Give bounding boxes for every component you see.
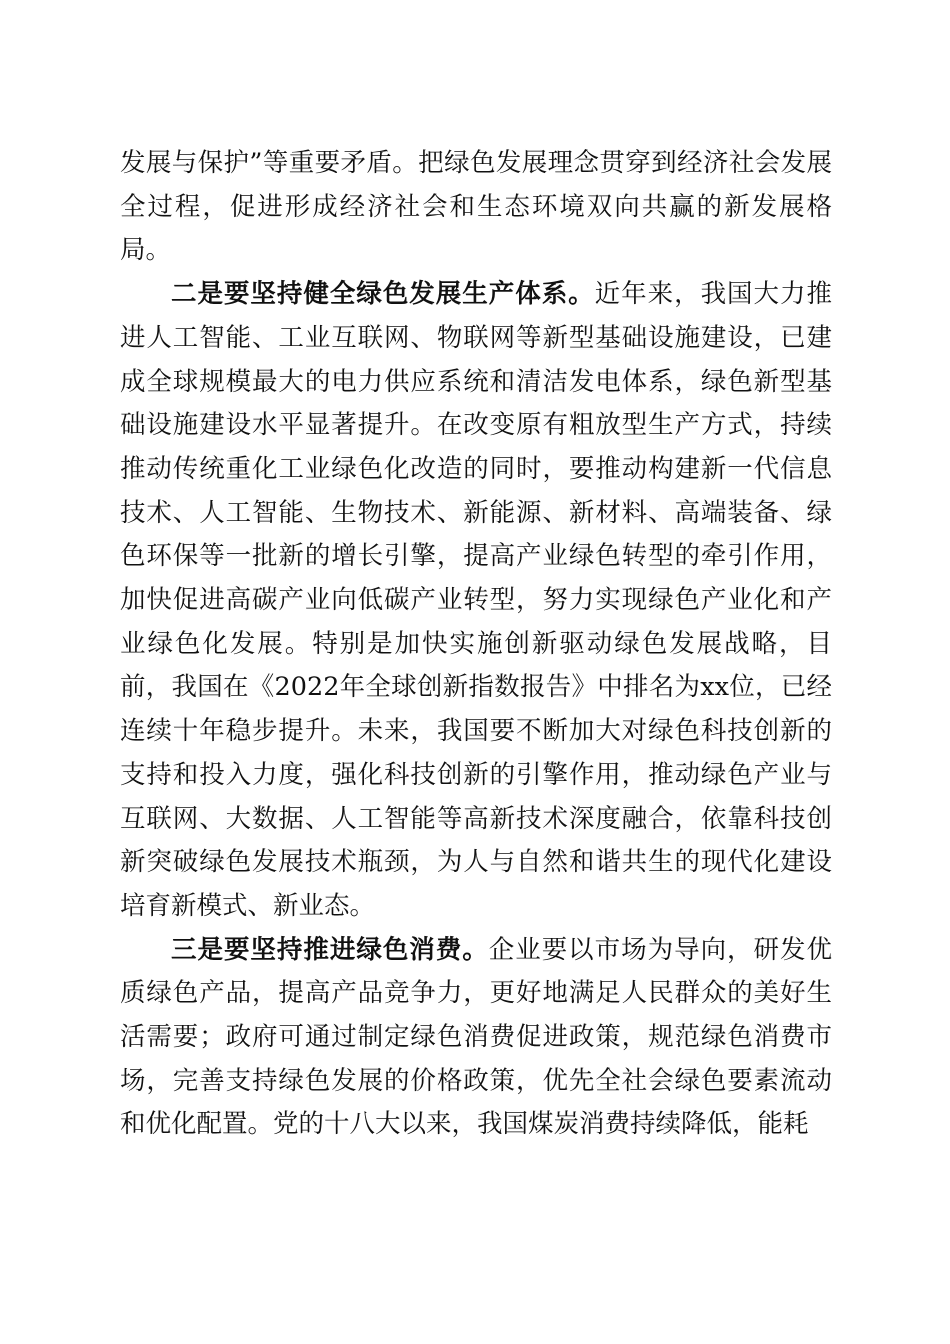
paragraph-text: 近年来，我国大力推进人工智能、工业互联网、物联网等新型基础设施建设，已建成全球规模最大的电力供应系统和清洁发电体系，绿色新型基础设施建设水平显著提升。在改变原有粗放型生产方式，持续推动传统重化工业绿色化改造的同时，要推动构建新一代信息技术、人工智能、生物技术、新能源、新材料、高端装备、绿色环保等一批新的增长引擎，提高产业绿色转型的牵引作用，加快促进高碳产业向低碳产业转型，努力实现绿色产业化和产业绿色化发展。特别是加快实施创新驱动绿色发展战略，目前，我国在《2022年全球创新指数报告》中排名为xx位，已经连续十年稳步提升。未来，我国要不断加大对绿色科技创新的支持和投入力度，强化科技创新的引擎作用，推动绿色产业与互联网、大数据、人工智能等高新技术深度融合，依靠科技创新突破绿色发展技术瓶颈，为人与自然和谐共生的现代化建设培育新模式、新业态。 <box>120 279 832 921</box>
paragraph-lead-heading: 三是要坚持推进绿色消费。 <box>171 934 489 965</box>
paragraph-green-consumption <box>120 929 832 1148</box>
paragraph-continuation <box>120 142 832 273</box>
document-body <box>120 142 832 1147</box>
paragraph-text: 发展与保护”等重要矛盾。把绿色发展理念贯穿到经济社会发展全过程，促进形成经济社会和生态环境双向共赢的新发展格局。 <box>120 148 832 266</box>
paragraph-text: 企业要以市场为导向，研发优质绿色产品，提高产品竞争力，更好地满足人民群众的美好生活需要；政府可通过制定绿色消费促进政策，规范绿色消费市场，完善支持绿色发展的价格政策，优先全社会绿色要素流动和优化配置。党的十八大以来，我国煤炭消费持续降低，能耗 <box>120 934 832 1140</box>
paragraph-green-production-system <box>120 273 832 929</box>
paragraph-lead-heading: 二是要坚持健全绿色发展生产体系。 <box>171 279 595 310</box>
